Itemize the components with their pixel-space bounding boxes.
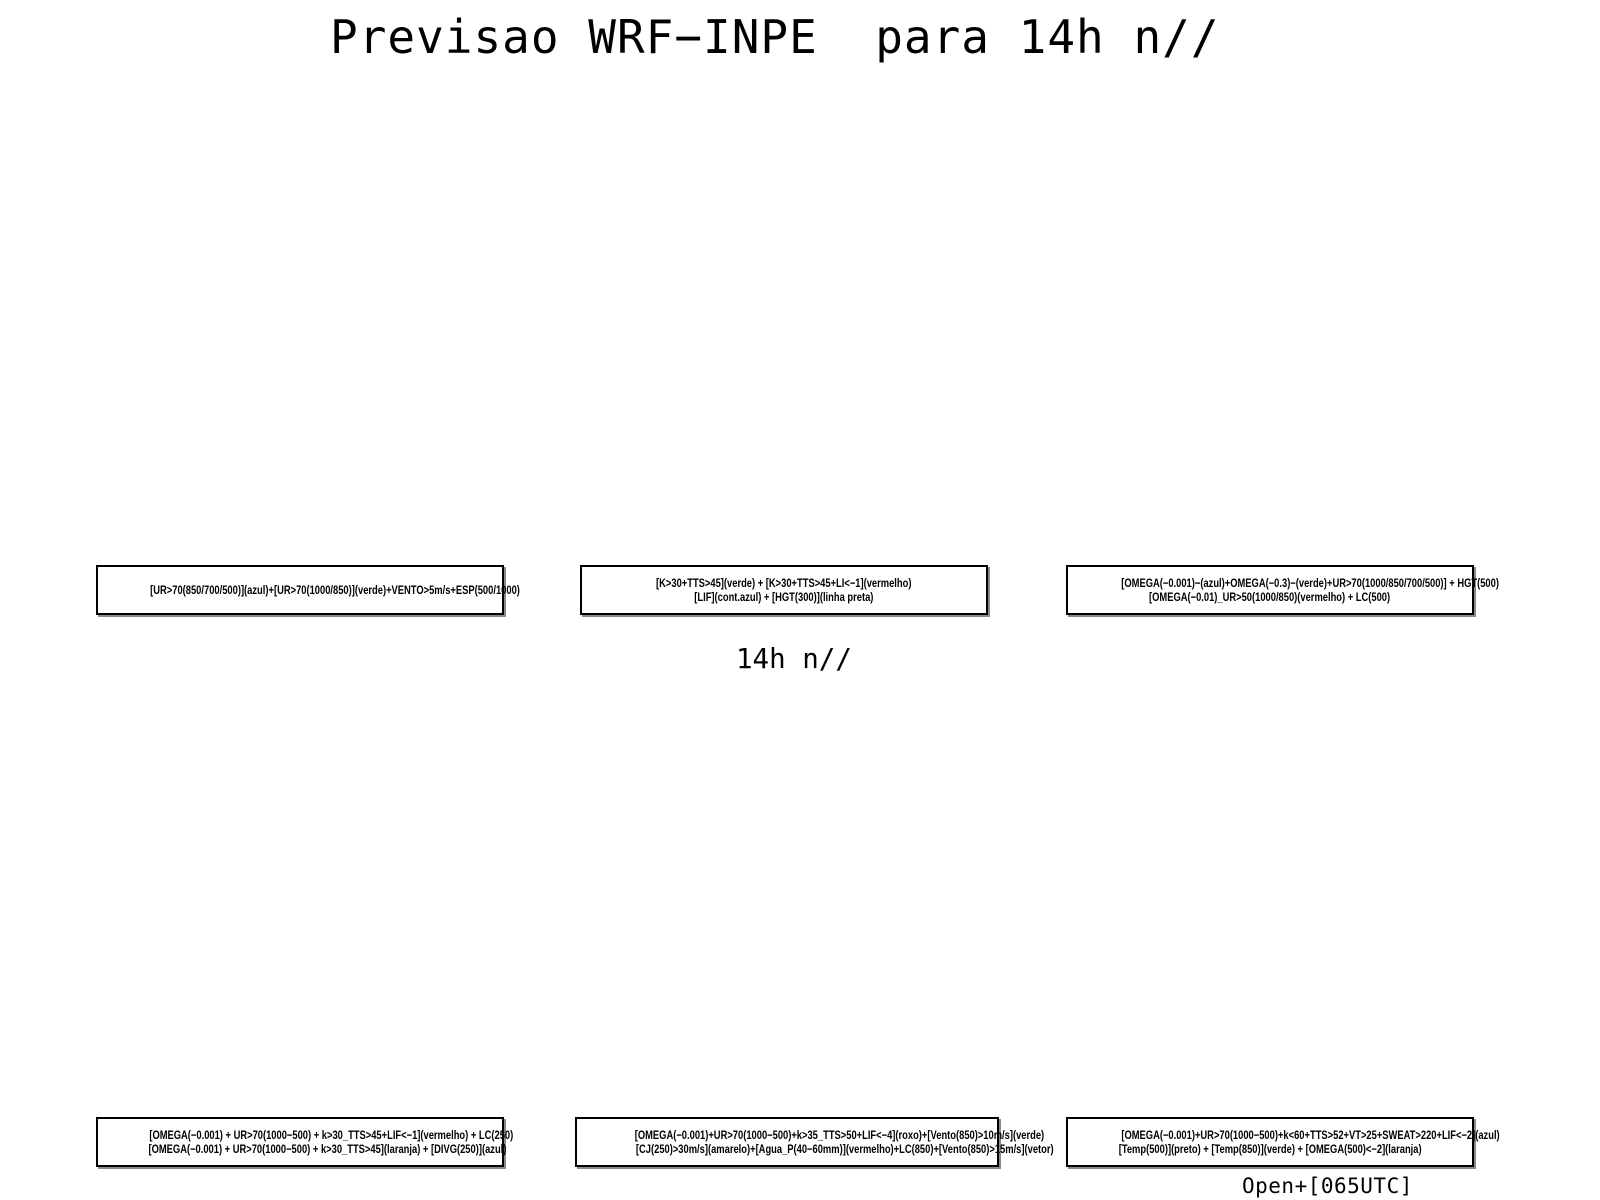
page-title: Previsao WRF−INPE para 14h n// [330,10,1220,64]
legend-box-top-left [96,565,520,615]
forecast-hour-label: 14h n// [736,643,852,675]
legend-line: [OMEGA(−0.001) + UR>70(1000−500) + k>30_TTS>45](laranja) + [DIVG(250)](azul) [148,1142,507,1156]
legend-line: [Temp(500)](preto) + [Temp(850)](verde) + [OMEGA(500)<−2](laranja) [1118,1142,1422,1156]
legend-box-top-center [580,565,988,615]
legend-line: [LIF](cont.azul) + [HGT(300)](linha preta) [694,590,874,604]
legend-box-bottom-center [575,1117,1054,1167]
legend-box-bottom-right [1066,1117,1500,1167]
legend-line: [OMEGA(−0.001)−(azul)+OMEGA(−0.3)−(verde)+UR>70(1000/850/700/500)] + HGT(500) [1121,575,1499,590]
legend-line: [OMEGA(−0.001)+UR>70(1000−500)+k>35_TTS>50+LIF<−4](roxo)+[Vento(850)>10m/s](verde) [634,1127,1045,1142]
legend-line: [UR>70(850/700/500)](azul)+[UR>70(1000/850)](verde)+VENTO>5m/s+ESP(500/1000) [150,582,520,597]
legend-line: [K>30+TTS>45](verde) + [K>30+TTS>45+LI<−1](vermelho) [656,575,912,590]
legend-box-top-right [1066,565,1499,615]
legend-box-bottom-left [96,1117,514,1167]
legend-line: [OMEGA(−0.001) + UR>70(1000−500) + k>30_TTS>45+LIF<−1](vermelho) + LC(250) [149,1127,514,1142]
legend-line: [CJ(250)>30m/s](amarelo)+[Agua_P(40−60mm)](vermelho)+LC(850)+[Vento(850)>15m/s](vetor) [635,1142,1054,1156]
footer-timestamp-label: Open+[065UTC] [1242,1174,1413,1198]
legend-line: [OMEGA(−0.001)+UR>70(1000−500)+k<60+TTS>52+VT>25+SWEAT>220+LIF<−2](azul) [1121,1127,1500,1142]
legend-line: [OMEGA(−0.01)_UR>50(1000/850)(vermelho) + LC(500) [1149,590,1391,604]
